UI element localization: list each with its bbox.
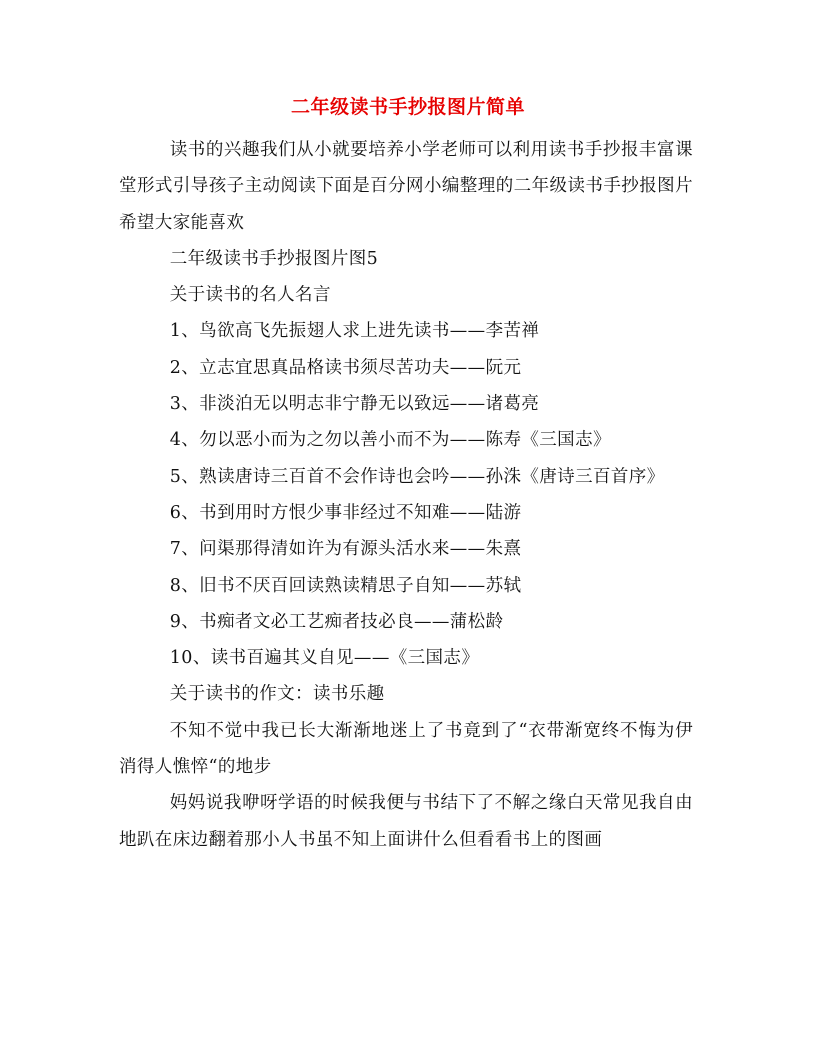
quote-item: 2、立志宜思真品格读书须尽苦功夫——阮元 (169, 357, 522, 378)
quote-item: 1、鸟欲高飞先振翅人求上进先读书——李苦禅 (169, 321, 540, 342)
image-caption: 二年级读书手抄报图片图5 (169, 248, 379, 269)
document-title: 二年级读书手抄报图片简单 (290, 96, 525, 118)
quote-item: 5、熟读唐诗三百首不会作诗也会吟——孙洙《唐诗三百首序》 (169, 466, 665, 487)
quote-item: 10、读书百遍其义自见——《三国志》 (169, 648, 480, 669)
essay-paragraph: 妈妈说我咿呀学语的时候我便与书结下了不解之缘白天常见我自由地趴在床边翻着那小人书虽不知上面讲什么但看看书上的图画 (119, 793, 693, 850)
document-body (119, 132, 693, 858)
essay-paragraph: 不知不觉中我已长大渐渐地迷上了书竟到了“衣带渐宽终不悔为伊消得人憔悴“的地步 (119, 720, 693, 778)
quote-item: 3、非淡泊无以明志非宁静无以致远——诸葛亮 (169, 394, 540, 415)
quote-item: 7、问渠那得清如许为有源头活水来——朱熹 (169, 539, 522, 560)
quote-item: 8、旧书不厌百回读熟读精思子自知——苏轼 (169, 575, 522, 596)
section-heading-essay: 关于读书的作文：读书乐趣 (169, 684, 385, 705)
intro-paragraph: 读书的兴趣我们从小就要培养小学老师可以利用读书手抄报丰富课堂形式引导孩子主动阅读下面是百分网小编整理的二年级读书手抄报图片希望大家能喜欢 (119, 140, 693, 233)
quote-item: 9、书痴者文必工艺痴者技必良——蒲松龄 (169, 611, 504, 632)
quote-item: 6、书到用时方恨少事非经过不知难——陆游 (169, 502, 522, 523)
quote-item: 4、勿以恶小而为之勿以善小而不为——陈寿《三国志》 (169, 430, 611, 451)
section-heading-quotes: 关于读书的名人名言 (169, 285, 331, 306)
